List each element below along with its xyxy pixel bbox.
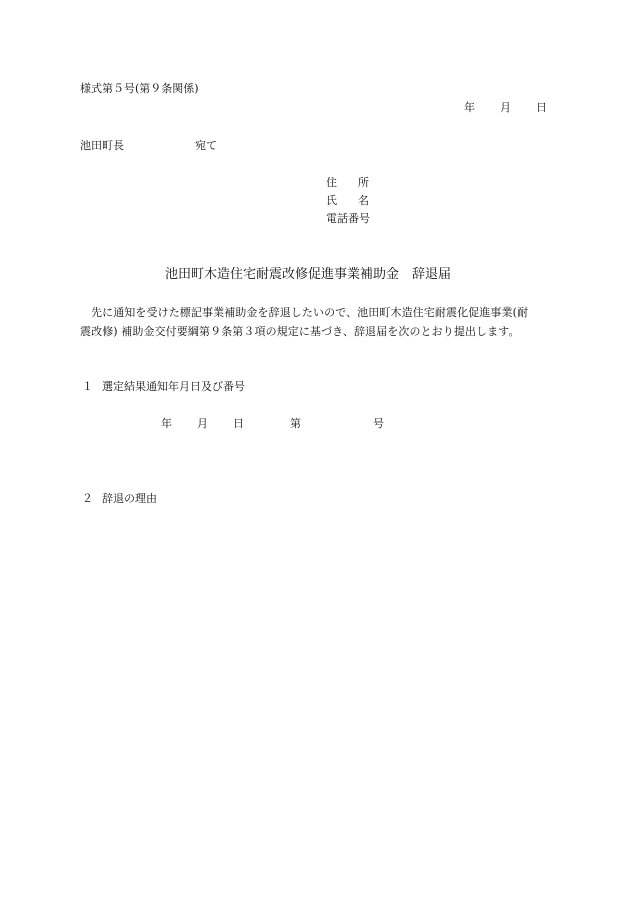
addressee-suffix: 宛て	[195, 139, 217, 152]
item-1-day: 日	[233, 417, 244, 430]
item-1-year: 年	[161, 417, 172, 430]
item-2-label: 辞退の理由	[102, 492, 157, 505]
address-label-char-1: 住	[326, 176, 337, 189]
item-1-go: 号	[373, 417, 384, 430]
item-2-number: ２	[82, 492, 93, 505]
form-label: 様式第５号(第９条関係)	[80, 82, 199, 95]
item-1-month: 月	[197, 417, 208, 430]
addressee-name: 池田町長	[80, 139, 124, 152]
item-1-label: 選定結果通知年月日及び番号	[102, 380, 245, 393]
date-year-label: 年	[464, 101, 475, 114]
body-line-1: 先に通知を受けた標記事業補助金を辞退したいので、池田町木造住宅耐震化促進事業(耐	[91, 306, 529, 319]
body-line-2: 震改修) 補助金交付要綱第９条第３項の規定に基づき、辞退届を次のとおり提出します。	[80, 325, 520, 338]
item-1-number: １	[82, 380, 93, 393]
item-1-dai: 第	[290, 417, 301, 430]
date-day-label: 日	[536, 101, 547, 114]
date-month-label: 月	[500, 101, 511, 114]
name-label-char-2: 名	[358, 194, 369, 207]
name-label-char-1: 氏	[326, 194, 337, 207]
phone-label: 電話番号	[326, 212, 370, 225]
document-title: 池田町木造住宅耐震改修促進事業補助金 辞退届	[165, 267, 452, 282]
address-label-char-2: 所	[358, 176, 369, 189]
